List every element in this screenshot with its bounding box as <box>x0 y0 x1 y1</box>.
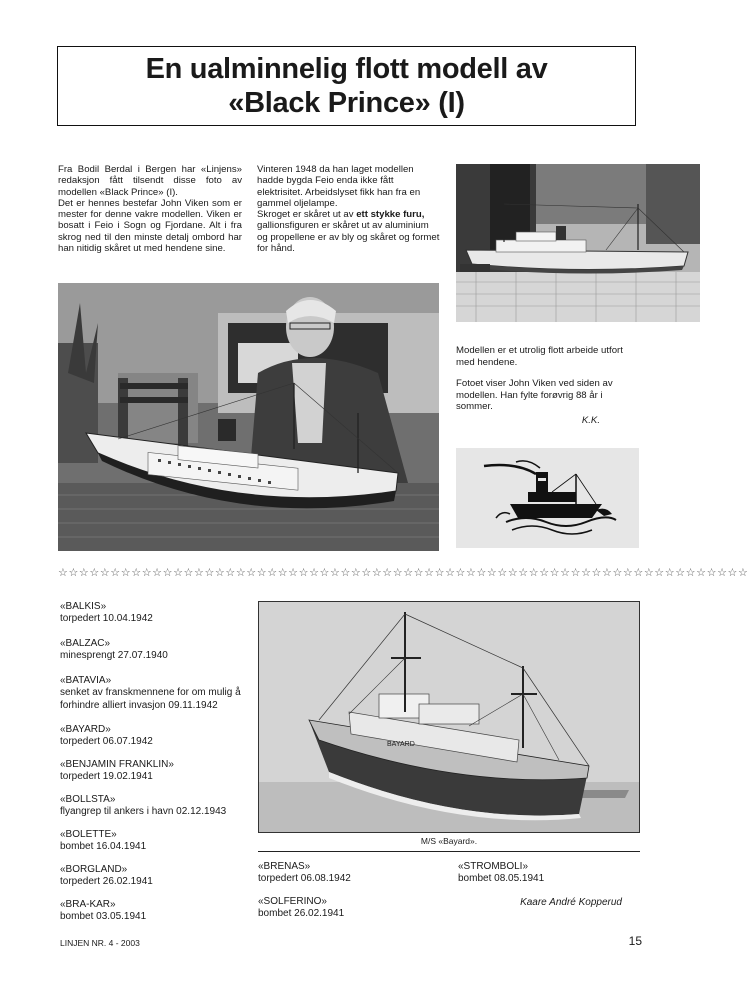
side-caption-signature: K.K. <box>581 414 600 426</box>
bayard-photo-image <box>259 602 639 832</box>
side-caption <box>456 345 642 426</box>
ship-entry-borgland: «BORGLAND» torpedert 26.02.1941 <box>60 864 153 888</box>
page-number: 15 <box>628 934 642 948</box>
bayard-hull-label: BAYARD <box>387 741 415 748</box>
model-photo-top-image <box>456 164 700 322</box>
ship-entry-balkis: «BALKIS» torpedert 10.04.1942 <box>60 601 153 625</box>
intro-column <box>58 164 242 254</box>
page-title-line-2: «Black Prince» (I) <box>228 87 465 119</box>
middle-paragraph-2: Skroget er skåret ut av ett stykke furu, gallionsfiguren er skåret ut av aluminium og propellene er av bly og skåret og formet for hånd. <box>257 209 440 255</box>
footer-issue: LINJEN NR. 4 - 2003 <box>60 938 140 948</box>
bayard-photo <box>258 601 640 833</box>
star-divider: ☆☆☆☆☆☆☆☆☆☆☆☆☆☆☆☆☆☆☆☆☆☆☆☆☆☆☆☆☆☆☆☆☆☆☆☆☆☆☆☆☆☆☆☆☆☆☆☆☆☆☆☆☆☆☆☆☆☆☆☆☆☆☆☆☆☆ <box>58 567 748 579</box>
ship-entry-bollsta: «BOLLSTA» flyangrep til ankers i havn 02.12.1943 <box>60 794 227 818</box>
bayard-caption: M/S «Bayard». <box>420 836 478 846</box>
side-caption-paragraph-1: Modellen er et utrolig flott arbeide utfort med hendene. <box>456 345 623 368</box>
john-viken-photo <box>58 283 439 551</box>
model-photo-top <box>456 164 700 322</box>
ship-list-left <box>60 601 250 929</box>
title-box <box>57 46 636 126</box>
steamship-illustration <box>456 448 639 548</box>
steamship-icon <box>456 448 639 548</box>
author-signature: Kaare André Kopperud <box>520 897 622 908</box>
intro-paragraph-2: Det er hennes bestefar John Viken som er mester for denne vakre modellen. Viken er bosatt i Feio i Sogn og Fjordane. Alt i fra skrog ned til den minste detalj ombord har han nitidig skåret ut med hendene sine. <box>58 197 242 255</box>
ship-list-right <box>458 861 638 886</box>
ship-entry-brenas: «BRENAS» torpedert 06.08.1942 <box>258 861 351 885</box>
page-title-line-1: En ualminnelig flott modell av <box>145 53 548 85</box>
side-caption-paragraph-2: Fotoet viser John Viken ved siden av modellen. Han fylte forøvrig 88 år i sommer. <box>456 378 613 412</box>
ship-entry-bra-kar: «BRA-KAR» bombet 03.05.1941 <box>60 899 147 923</box>
ship-entry-batavia: «BATAVIA» senket av franskmennene for om mulig å forhindre alliert invasjon 09.11.1942 <box>60 675 241 711</box>
intro-paragraph-1: Fra Bodil Berdal i Bergen har «Linjens» redaksjon fått tilsendt disse foto av modellen «Black Prince» (I). <box>58 164 242 198</box>
ship-entry-balzac: «BALZAC» minesprengt 27.07.1940 <box>60 638 168 662</box>
ship-entry-solferino: «SOLFERINO» bombet 26.02.1941 <box>258 896 345 920</box>
middle-column <box>257 164 440 254</box>
ship-entry-stromboli: «STROMBOLI» bombet 08.05.1941 <box>458 861 545 885</box>
ship-entry-bolette: «BOLETTE» bombet 16.04.1941 <box>60 829 147 853</box>
middle-paragraph-1: Vinteren 1948 da han laget modellen hadde bygda Feio enda ikke fått elektrisitet. Arbeidslyset fikk han fra en gammel oljelampe. <box>257 164 421 209</box>
bold-phrase: ett stykke furu, <box>356 209 425 221</box>
ship-entry-bayard: «BAYARD» torpedert 06.07.1942 <box>60 724 153 748</box>
caption-rule <box>258 851 640 852</box>
ship-entry-benjamin-franklin: «BENJAMIN FRANKLIN» torpedert 19.02.1941 <box>60 759 174 783</box>
ship-list-middle <box>258 861 438 921</box>
john-viken-photo-image <box>58 283 439 551</box>
